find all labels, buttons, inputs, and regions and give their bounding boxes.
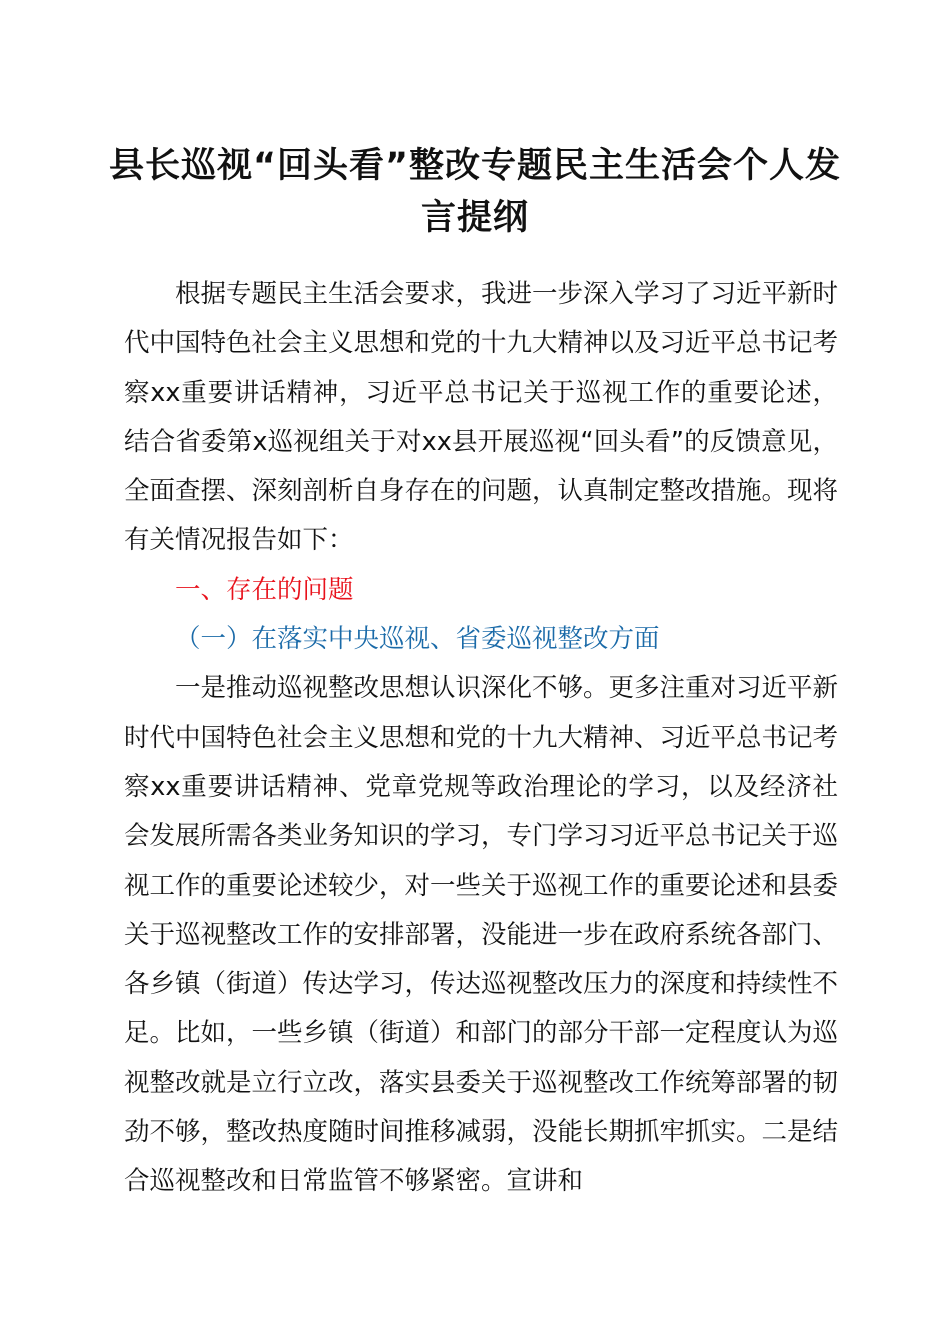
title-line-1: 县长巡视“回头看”整改专题民主生活会个人发 [108,146,841,186]
document-body [124,270,838,1207]
body-paragraph: 一是推动巡视整改思想认识深化不够。更多注重对习近平新时代中国特色社会主义思想和党的十九大精神、习近平总书记考察xx重要讲话精神、党章党规等政治理论的学习，以及经济社会发展所需各类业务知识的学习，专门学习习近平总书记关于巡视工作的重要论述较少，对一些关于巡视工作的重要论述和县委关于巡视整改工作的安排部署，没能进一步在政府系统各部门、各乡镇（街道）传达学习，传达巡视整改压力的深度和持续性不足。比如，一些乡镇（街道）和部门的部分干部一定程度认为巡视整改就是立行立改，落实县委关于巡视整改工作统筹部署的韧劲不够，整改热度随时间推移减弱，没能长期抓牢抓实。二是结合巡视整改和日常监管不够紧密。宣讲和 [124,673,839,1197]
intro-paragraph: 根据专题民主生活会要求，我进一步深入学习了习近平新时代中国特色社会主义思想和党的十九大精神以及习近平总书记考察xx重要讲话精神，习近平总书记关于巡视工作的重要论述，结合省委第x巡视组关于对xx县开展巡视“回头看”的反馈意见，全面查摆、深刻剖析自身存在的问题，认真制定整改措施。现将有关情况报告如下： [124,279,839,556]
subsection-heading: （一）在落实中央巡视、省委巡视整改方面 [175,624,660,655]
title-line-2: 言提纲 [420,198,529,238]
document-title [100,140,850,244]
section-heading: 一、存在的问题 [175,574,354,605]
